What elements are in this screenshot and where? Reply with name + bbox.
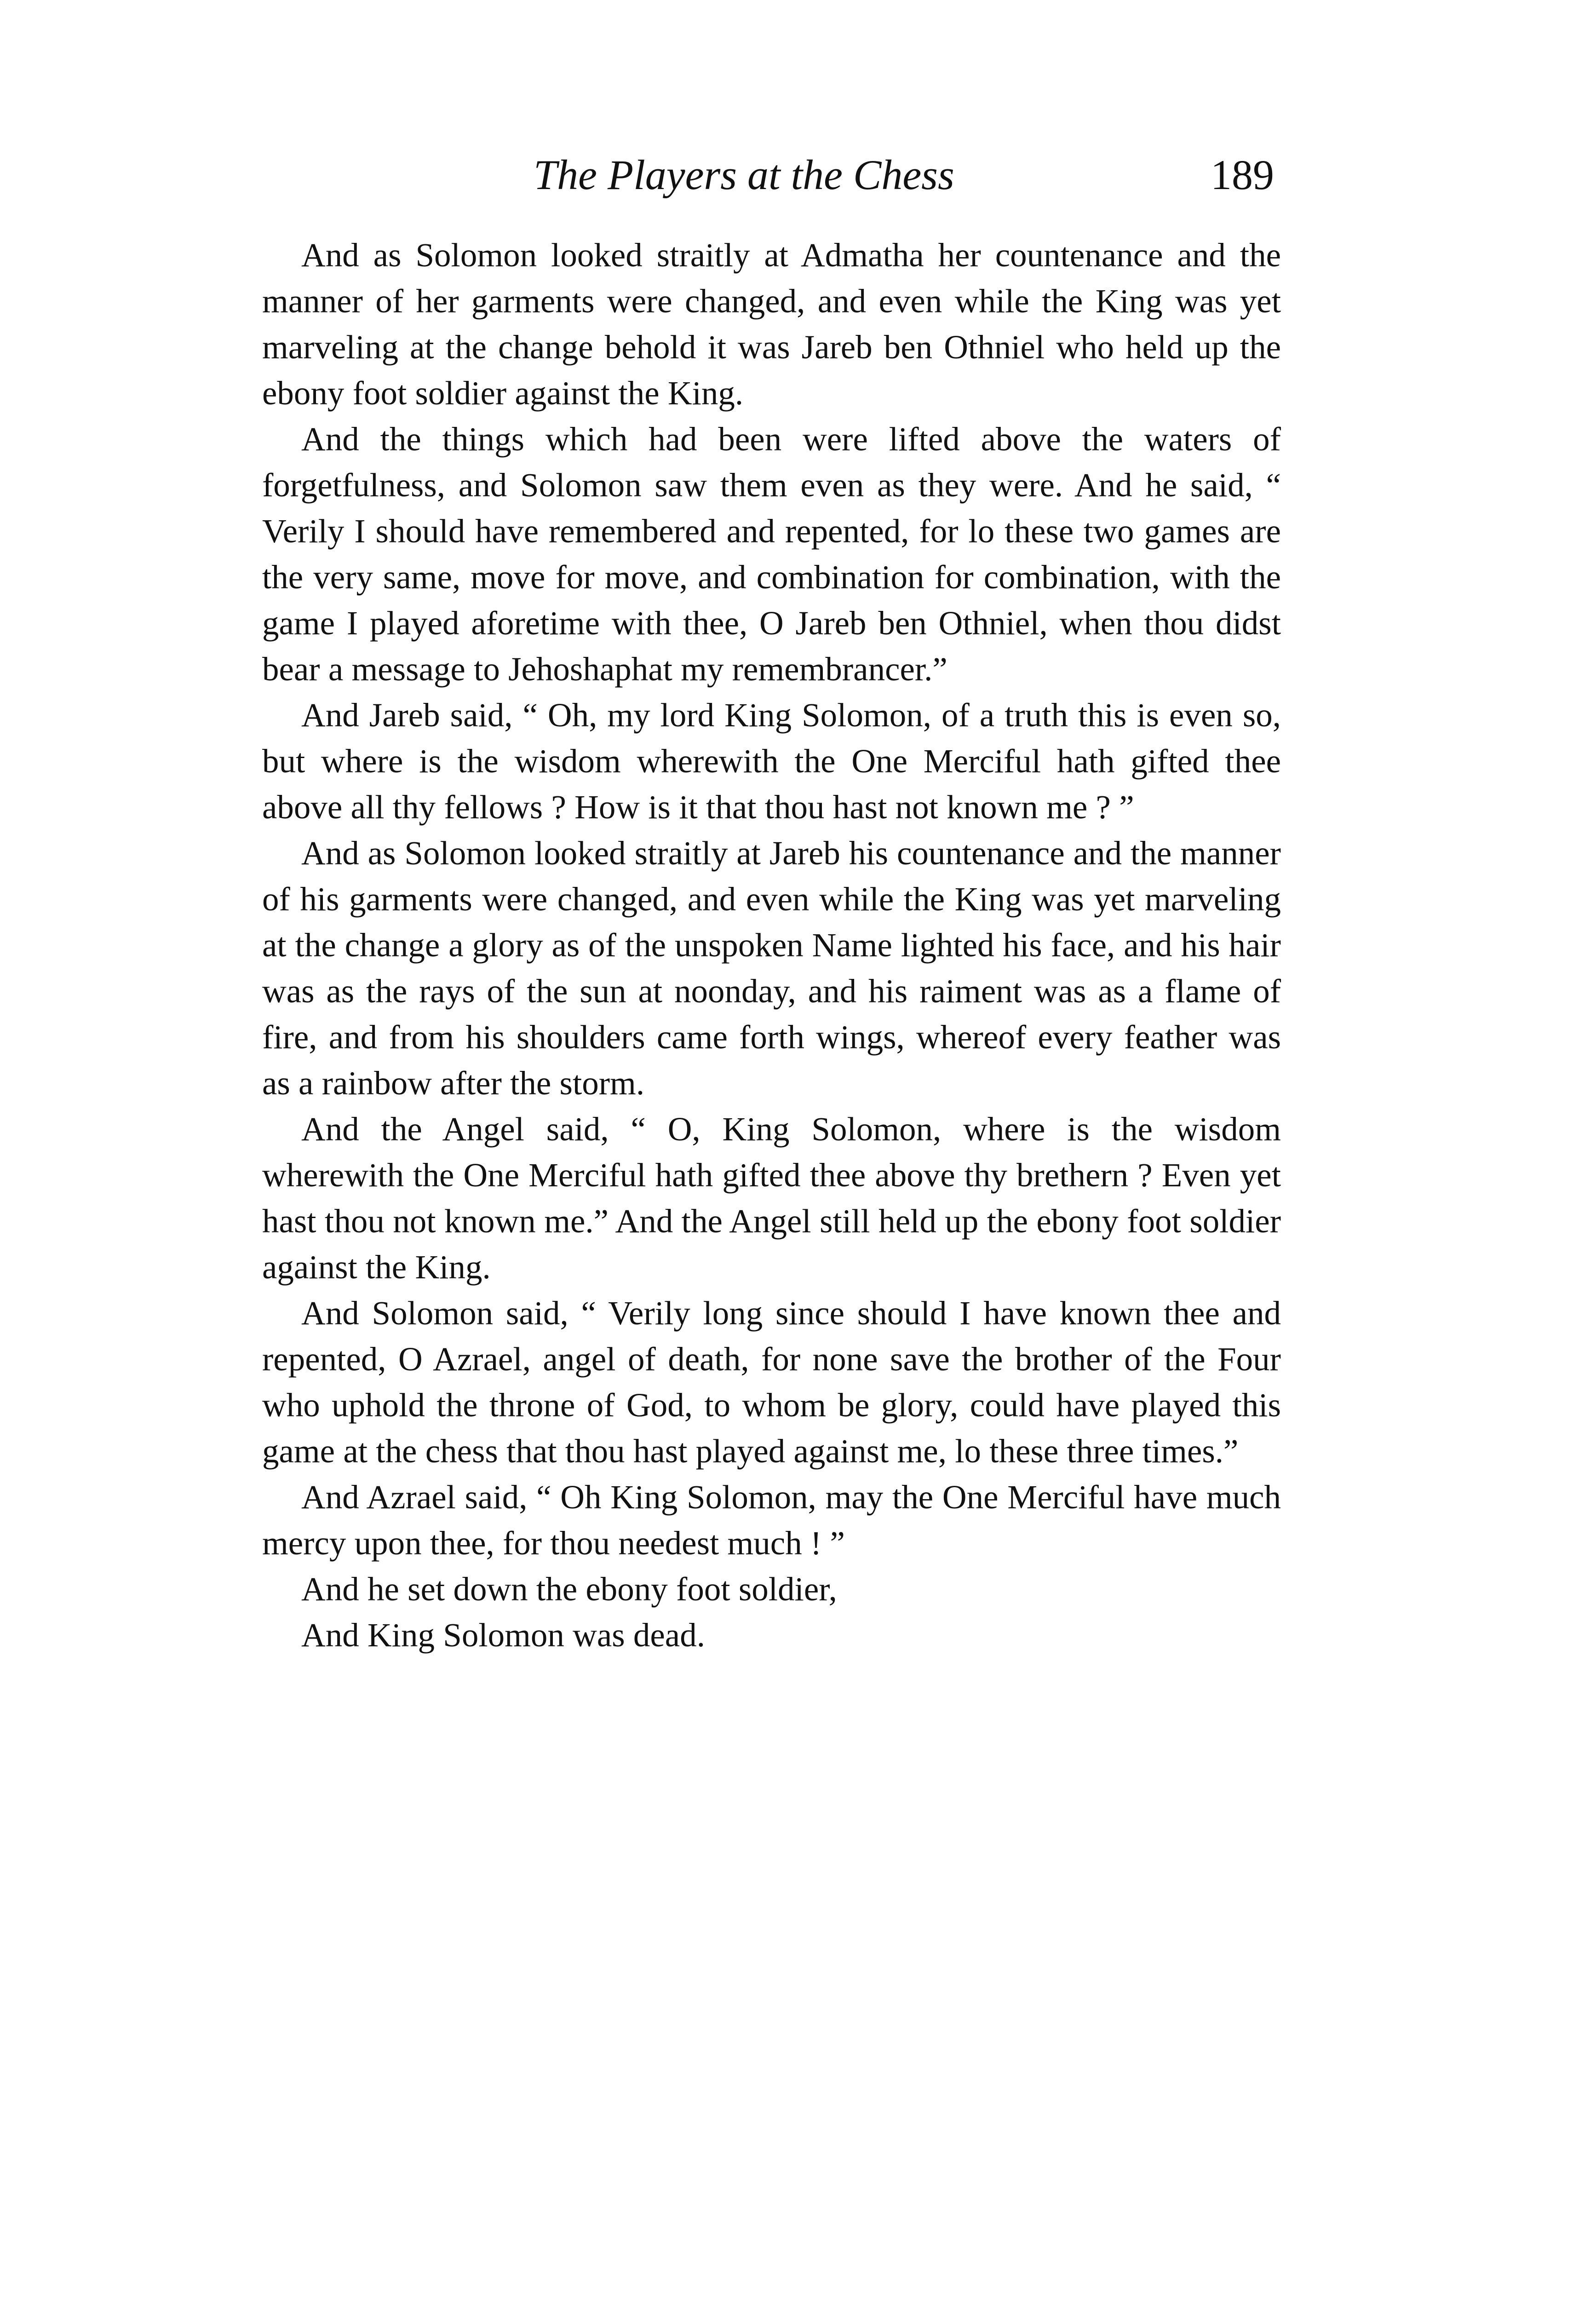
paragraph-admatha-changed: And as Solomon looked straitly at Admatha her countenance and the manner of her garments were changed, and even while the King was yet marveling at the change behold it was Jareb ben Othniel who held up the ebony foot soldier against the King.: [262, 236, 1281, 412]
paragraph-solomon-dead: And King Solomon was dead.: [301, 1616, 705, 1654]
paragraph-angel-speaks: And the Angel said, “ O, King Solomon, where is the wisdom wherewith the One Merciful hath gifted thee above thy brethern ? Even yet hast thou not known me.” And the Angel still held up the ebony foot soldier against the King.: [262, 1110, 1281, 1286]
page-header: [262, 143, 1274, 207]
paragraph-foot-soldier-set-down: And he set down the ebony foot soldier,: [301, 1570, 837, 1608]
running-title: The Players at the Chess: [534, 151, 954, 198]
page-number: 189: [1211, 151, 1274, 198]
paragraph-things-remembered: And the things which had been were lifted above the waters of forgetfulness, and Solomon saw them even as they were. And he said, “ Verily I should have remembered and repented, for lo these two games are the very same, move for move, and combination for combination, with the game I played aforetime with thee, O Jareb ben Othniel, when thou didst bear a message to Jehoshaphat my remembrancer.”: [262, 420, 1281, 688]
paragraph-solomon-recognizes-azrael: And Solomon said, “ Verily long since should I have known thee and repented, O Azrael, angel of death, for none save the brother of the Four who uphold the throne of God, to whom be glory, could have played this game at the chess that thou hast played against me, lo these three times.”: [262, 1294, 1281, 1470]
body-text: [262, 232, 1281, 1658]
paragraph-angel-revealed: And as Solomon looked straitly at Jareb his countenance and the manner of his garments were changed, and even while the King was yet marveling at the change a glory as of the unspoken Name lighted his face, and his hair was as the rays of the sun at noonday, and his raiment was as a flame of fire, and from his shoulders came forth wings, whereof every feather was as a rainbow after the storm.: [262, 834, 1281, 1102]
paragraph-jareb-speaks: And Jareb said, “ Oh, my lord King Solomon, of a truth this is even so, but where is the wisdom wherewith the One Merciful hath gifted thee above all thy fellows ? How is it that thou hast not known me ? ”: [262, 696, 1281, 826]
paragraph-azrael-speaks: And Azrael said, “ Oh King Solomon, may the One Merciful have much mercy upon thee, for thou needest much ! ”: [262, 1478, 1281, 1562]
